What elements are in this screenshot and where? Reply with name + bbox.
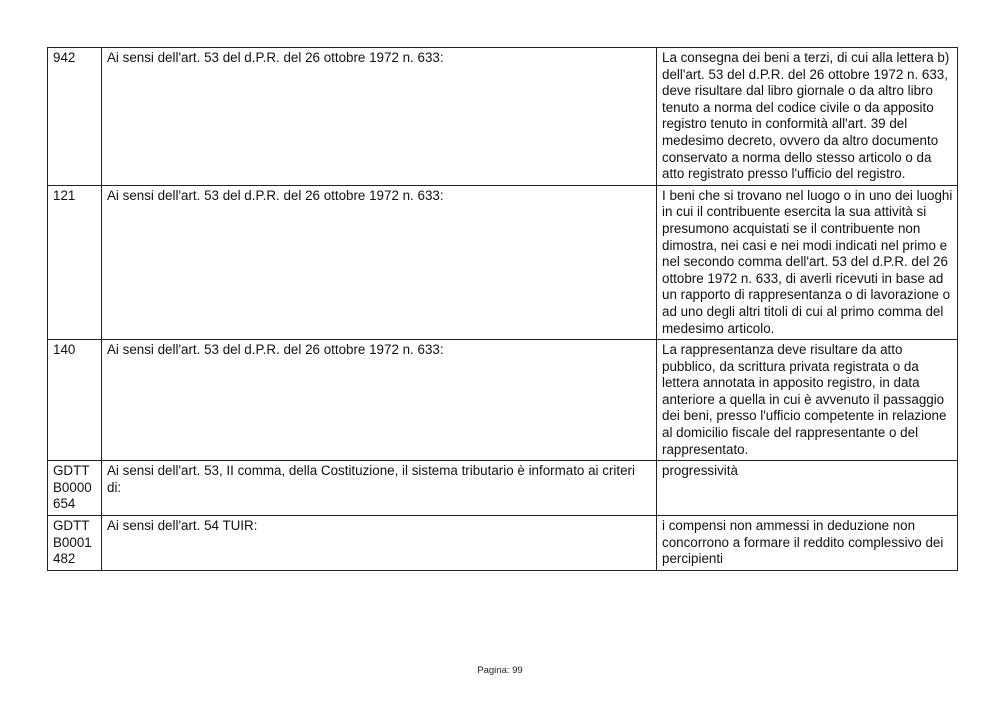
question-id-cell: GDTT B0001 482 (48, 516, 102, 571)
page-number: Pagina: 99 (477, 665, 523, 676)
question-cell: Ai sensi dell'art. 54 TUIR: (102, 516, 657, 571)
answer-cell: La rappresentanza deve risultare da atto pubblico, da scrittura privata registrata o da lettera annotata in apposito registro, in data anteriore a quella in cui è avvenuto il passaggio dei beni, presso l'ufficio competente in relazione al domicilio fiscale del rappresentante o del rappresentato. (657, 340, 958, 461)
question-id-cell: GDTT B0000 654 (48, 461, 102, 516)
table-row (48, 516, 958, 571)
answer-cell: I beni che si trovano nel luogo o in uno dei luoghi in cui il contribuente esercita la sua attività si presumono acquistati se il contribuente non dimostra, nei casi e nei modi indicati nel primo e nel secondo comma dell'art. 53 del d.P.R. del 26 ottobre 1972 n. 633, di averli ricevuti in base ad un rapporto di rappresentanza o di lavorazione o ad uno degli altri titoli di cui al primo comma del medesimo articolo. (657, 185, 958, 339)
question-cell: Ai sensi dell'art. 53 del d.P.R. del 26 ottobre 1972 n. 633: (102, 48, 657, 186)
answer-cell: progressività (657, 461, 958, 516)
table-row (48, 340, 958, 461)
question-id-cell: 121 (48, 185, 102, 339)
question-table (47, 47, 958, 571)
answer-cell: La consegna dei beni a terzi, di cui alla lettera b) dell'art. 53 del d.P.R. del 26 ottobre 1972 n. 633, deve risultare dal libro giornale o da altro libro tenuto a norma del codice civile o da apposito registro tenuto in conformità all'art. 39 del medesimo decreto, ovvero da altro documento conservato a norma dello stesso articolo o da atto registrato presso l'ufficio del registro. (657, 48, 958, 186)
table-row (48, 185, 958, 339)
answer-cell: i compensi non ammessi in deduzione non concorrono a formare il reddito complessivo dei percipienti (657, 516, 958, 571)
table-row (48, 48, 958, 186)
question-cell: Ai sensi dell'art. 53 del d.P.R. del 26 ottobre 1972 n. 633: (102, 340, 657, 461)
question-cell: Ai sensi dell'art. 53, II comma, della Costituzione, il sistema tributario è informato ai criteri di: (102, 461, 657, 516)
table-row (48, 461, 958, 516)
question-id-cell: 942 (48, 48, 102, 186)
question-id-cell: 140 (48, 340, 102, 461)
question-cell: Ai sensi dell'art. 53 del d.P.R. del 26 ottobre 1972 n. 633: (102, 185, 657, 339)
